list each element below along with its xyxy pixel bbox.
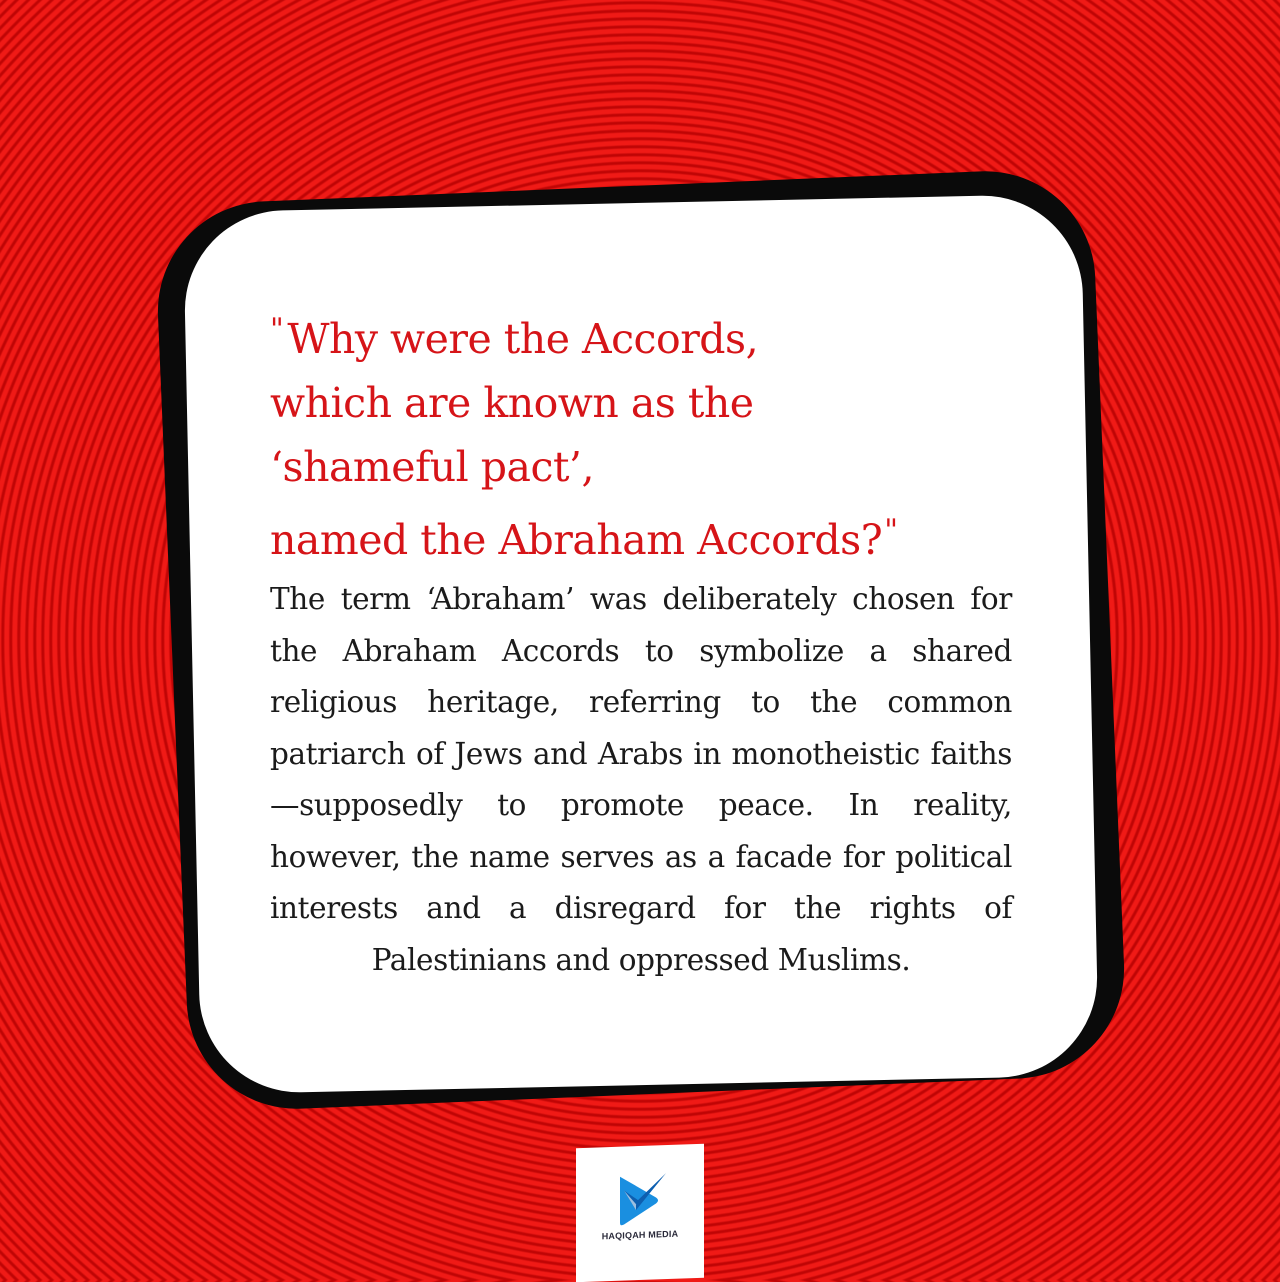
close-quote-mark: ": [884, 513, 898, 548]
headline-line-3: ‘shameful pact’,: [270, 443, 594, 491]
headline-line-1: [270, 298, 1012, 371]
play-check-icon: [616, 1169, 668, 1227]
open-quote-mark: ": [270, 312, 284, 347]
logo-badge: [576, 1144, 704, 1282]
headline-text-1: Why were the Accords,: [287, 315, 759, 363]
headline-line-2: which are known as the: [270, 379, 754, 427]
card-content: [270, 298, 1012, 986]
headline: [270, 298, 1012, 572]
logo-wordmark: HAQIQAH MEDIA: [601, 1228, 679, 1242]
body-paragraph: The term ‘Abraham’ was deliberately chosen for the Abraham Accords to symbolize a shared religious heritage, referring to the common patriarch of Jews and Arabs in monotheistic faiths—supposedly to promote peace. In reality, however, the name serves as a facade for political interests and a disregard for the rights of Palestinians and oppressed Muslims.: [270, 582, 1012, 977]
headline-line-4: [270, 499, 1012, 572]
headline-text-4: named the Abraham Accords?: [270, 516, 883, 564]
